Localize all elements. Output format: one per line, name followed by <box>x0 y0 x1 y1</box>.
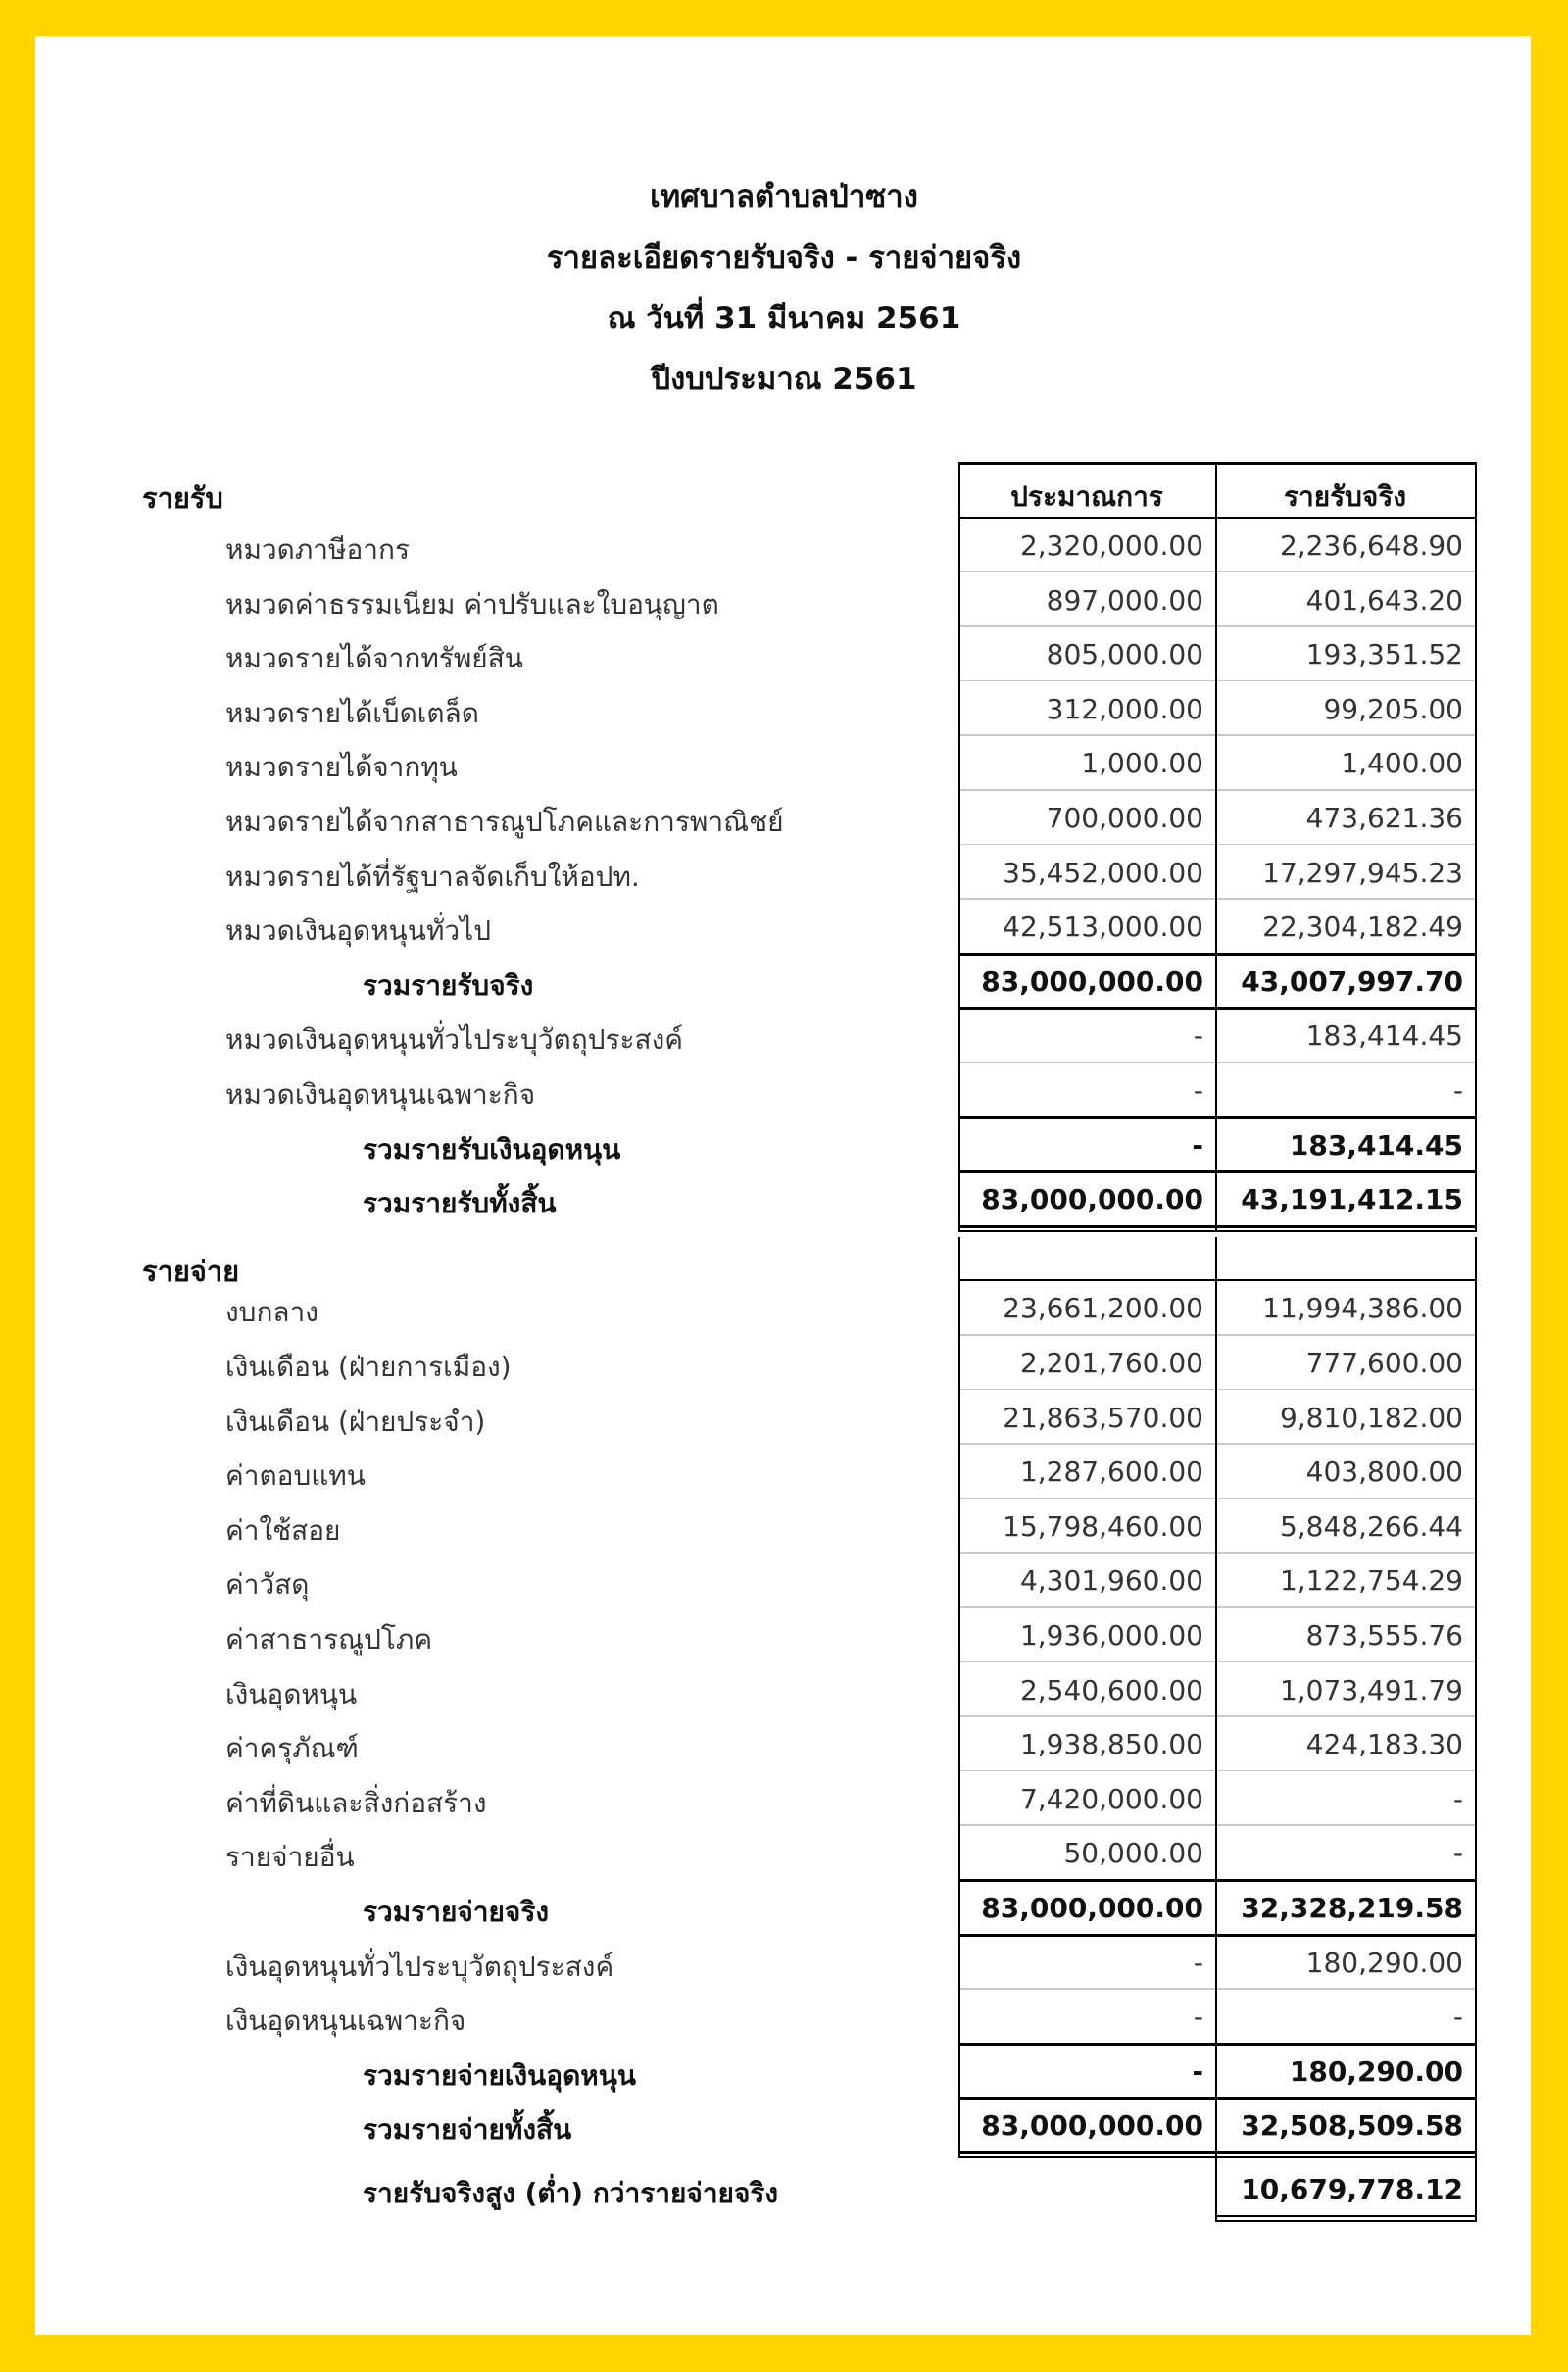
row-label: เงินเดือน (ฝ่ายการเมือง) <box>225 1351 512 1383</box>
row-label: หมวดรายได้จากทุน <box>225 751 458 784</box>
table-rule <box>1215 1237 1217 2158</box>
actual-value: 193,351.52 <box>1305 638 1463 671</box>
actual-value: 17,297,945.23 <box>1262 856 1463 889</box>
table-rule <box>958 1230 1477 1232</box>
actual-value: 99,205.00 <box>1323 692 1463 725</box>
actual-value: 43,007,997.70 <box>1241 964 1463 998</box>
table-rule <box>958 2156 1477 2158</box>
row-label: ค่าตอบแทน <box>225 1459 366 1493</box>
table-rule <box>958 2151 1477 2154</box>
actual-value: 401,643.20 <box>1305 583 1463 617</box>
estimate-value: 50,000.00 <box>1063 1837 1203 1870</box>
actual-value: 1,073,491.79 <box>1279 1673 1463 1706</box>
table-rule <box>958 1279 1477 1281</box>
actual-value: - <box>1452 2001 1463 2034</box>
actual-value: 473,621.36 <box>1305 802 1463 834</box>
total-label: รวมรายรับทั้งสิ้น <box>363 1187 557 1220</box>
table-rule <box>958 2043 1477 2046</box>
estimate-value: 4,301,960.00 <box>1019 1564 1203 1598</box>
row-label: รายจ่ายอื่น <box>225 1841 355 1874</box>
estimate-value: 700,000.00 <box>1046 802 1203 834</box>
estimate-value: 897,000.00 <box>1046 583 1203 617</box>
actual-value: 873,555.76 <box>1305 1619 1463 1652</box>
total-label: รวมรายจ่ายทั้งสิ้น <box>363 2113 572 2147</box>
table-rule <box>958 517 1477 519</box>
table-rule <box>1475 2158 1477 2220</box>
table-rule <box>1215 2215 1477 2217</box>
table-rule <box>958 1225 1477 1228</box>
actual-value: 1,122,754.29 <box>1279 1564 1463 1598</box>
table-rule <box>960 734 1475 736</box>
row-label: เงินอุดหนุนทั่วไประบุวัตถุประสงค์ <box>225 1950 614 1983</box>
table-rule <box>960 680 1475 682</box>
estimate-value: 805,000.00 <box>1046 638 1203 671</box>
row-label: ค่าสาธารณูปโภค <box>225 1623 433 1655</box>
row-label: ค่าที่ดินและสิ่งก่อสร้าง <box>225 1786 487 1819</box>
estimate-value: - <box>1192 1128 1203 1161</box>
total-label: รวมรายรับจริง <box>363 968 534 1002</box>
table-rule <box>1215 2220 1477 2222</box>
total-label: รวมรายจ่ายจริง <box>363 1896 550 1928</box>
estimate-value: 1,936,000.00 <box>1019 1619 1203 1652</box>
actual-value: 180,290.00 <box>1289 2054 1463 2088</box>
column-header-actual: รายรับจริง <box>1283 480 1407 513</box>
table-rule <box>1215 2158 1217 2220</box>
total-label: รวมรายรับเงินอุดหนุน <box>363 1132 621 1165</box>
actual-value: 403,800.00 <box>1305 1456 1463 1489</box>
net-value: 10,679,778.12 <box>1241 2173 1463 2205</box>
table-rule <box>958 462 960 1232</box>
table-rule <box>960 1988 1475 1990</box>
estimate-value: 312,000.00 <box>1046 692 1203 725</box>
org-name: เทศบาลตำบลป่าซาง <box>650 179 918 215</box>
row-label: เงินเดือน (ฝ่ายประจำ) <box>225 1405 486 1438</box>
row-label: เงินอุดหนุน <box>225 1677 358 1710</box>
estimate-value: 7,420,000.00 <box>1019 1782 1203 1815</box>
estimate-value: - <box>1193 1946 1203 1979</box>
actual-value: 180,290.00 <box>1305 1946 1463 1979</box>
row-label: ค่าใช้สอย <box>225 1513 341 1547</box>
row-label: ค่าครุภัณฑ์ <box>225 1732 359 1765</box>
estimate-value: - <box>1193 2001 1203 2034</box>
fiscal-year: ปีงบประมาณ 2561 <box>651 362 917 397</box>
row-label: หมวดรายได้ที่รัฐบาลจัดเก็บให้อปท. <box>225 860 640 893</box>
actual-value: 777,600.00 <box>1305 1347 1463 1379</box>
actual-value: - <box>1452 1837 1463 1870</box>
estimate-value: 21,863,570.00 <box>1003 1401 1203 1434</box>
row-label: หมวดรายได้เบ็ดเตล็ด <box>225 696 479 729</box>
estimate-value: 2,201,760.00 <box>1019 1347 1203 1379</box>
table-rule <box>960 898 1475 900</box>
estimate-value: 1,287,600.00 <box>1019 1456 1203 1489</box>
table-rule <box>960 1606 1475 1608</box>
table-rule <box>960 1824 1475 1826</box>
column-header-estimate: ประมาณการ <box>1010 480 1163 513</box>
table-rule <box>1475 462 1477 1232</box>
estimate-value: 2,320,000.00 <box>1019 529 1203 562</box>
row-label: หมวดค่าธรรมเนียม ค่าปรับและใบอนุญาต <box>225 587 719 620</box>
actual-value: 2,236,648.90 <box>1279 529 1463 562</box>
table-rule <box>958 1934 1477 1937</box>
row-label: หมวดเงินอุดหนุนทั่วไประบุวัตถุประสงค์ <box>225 1023 684 1057</box>
table-rule <box>960 1770 1475 1772</box>
row-label: งบกลาง <box>225 1296 318 1329</box>
estimate-value: - <box>1193 1074 1203 1107</box>
table-rule <box>958 1879 1477 1882</box>
table-rule <box>958 1007 1477 1010</box>
table-rule <box>1215 462 1217 1232</box>
actual-value: 5,848,266.44 <box>1279 1509 1463 1543</box>
estimate-value: 83,000,000.00 <box>981 2109 1203 2143</box>
table-rule <box>960 1498 1475 1500</box>
actual-value: 32,328,219.58 <box>1241 1892 1463 1924</box>
estimate-value: 1,000.00 <box>1081 747 1203 780</box>
report-title: รายละเอียดรายรับจริง - รายจ่ายจริง <box>546 240 1022 275</box>
actual-value: 22,304,182.49 <box>1262 911 1463 944</box>
row-label: หมวดเงินอุดหนุนเฉพาะกิจ <box>225 1078 536 1111</box>
estimate-value: 83,000,000.00 <box>981 1892 1203 1924</box>
estimate-value: 42,513,000.00 <box>1003 911 1203 944</box>
estimate-value: 83,000,000.00 <box>981 1183 1203 1216</box>
row-label: หมวดรายได้จากทรัพย์สิน <box>225 642 523 675</box>
row-label: หมวดเงินอุดหนุนทั่วไป <box>225 914 491 948</box>
table-rule <box>958 2097 1477 2100</box>
table-rule <box>960 1552 1475 1554</box>
net-label: รายรับจริงสูง (ต่ำ) กว่ารายจ่ายจริง <box>363 2177 779 2209</box>
table-rule <box>958 1237 960 2158</box>
actual-value: 43,191,412.15 <box>1241 1183 1463 1216</box>
table-rule <box>958 1170 1477 1173</box>
table-rule <box>960 1334 1475 1336</box>
table-rule <box>960 844 1475 846</box>
row-label: ค่าวัสดุ <box>225 1568 310 1602</box>
income-section-label: รายรับ <box>142 481 223 515</box>
table-rule <box>960 571 1475 573</box>
table-rule <box>960 1389 1475 1391</box>
actual-value: - <box>1452 1074 1463 1107</box>
table-rule <box>1475 1237 1477 2158</box>
estimate-value: - <box>1192 2054 1203 2088</box>
table-rule <box>960 789 1475 791</box>
report-date: ณ วันที่ 31 มีนาคม 2561 <box>607 301 961 336</box>
table-rule <box>960 625 1475 627</box>
actual-value: 183,414.45 <box>1305 1019 1463 1053</box>
actual-value: 9,810,182.00 <box>1279 1401 1463 1434</box>
actual-value: 424,183.30 <box>1305 1728 1463 1761</box>
estimate-value: 2,540,600.00 <box>1019 1673 1203 1706</box>
estimate-value: - <box>1193 1019 1203 1053</box>
expense-section-label: รายจ่าย <box>142 1254 240 1288</box>
table-rule <box>958 462 1477 465</box>
actual-value: 1,400.00 <box>1341 747 1463 780</box>
estimate-value: 35,452,000.00 <box>1003 856 1203 889</box>
table-rule <box>958 1116 1477 1119</box>
actual-value: - <box>1452 1782 1463 1815</box>
table-rule <box>960 1443 1475 1445</box>
table-rule <box>958 953 1477 956</box>
table-rule <box>960 1715 1475 1717</box>
table-rule <box>960 1661 1475 1663</box>
row-label: เงินอุดหนุนเฉพาะกิจ <box>225 2004 466 2038</box>
estimate-value: 1,938,850.00 <box>1019 1728 1203 1761</box>
row-label: หมวดรายได้จากสาธารณูปโภคและการพาณิชย์ <box>225 806 784 838</box>
actual-value: 11,994,386.00 <box>1262 1292 1463 1325</box>
actual-value: 183,414.45 <box>1289 1128 1463 1161</box>
row-label: หมวดภาษีอากร <box>225 533 410 566</box>
estimate-value: 83,000,000.00 <box>981 964 1203 998</box>
actual-value: 32,508,509.58 <box>1241 2109 1463 2143</box>
estimate-value: 15,798,460.00 <box>1003 1509 1203 1543</box>
estimate-value: 23,661,200.00 <box>1003 1292 1203 1325</box>
table-rule <box>960 1062 1475 1063</box>
total-label: รวมรายจ่ายเงินอุดหนุน <box>363 2058 637 2092</box>
